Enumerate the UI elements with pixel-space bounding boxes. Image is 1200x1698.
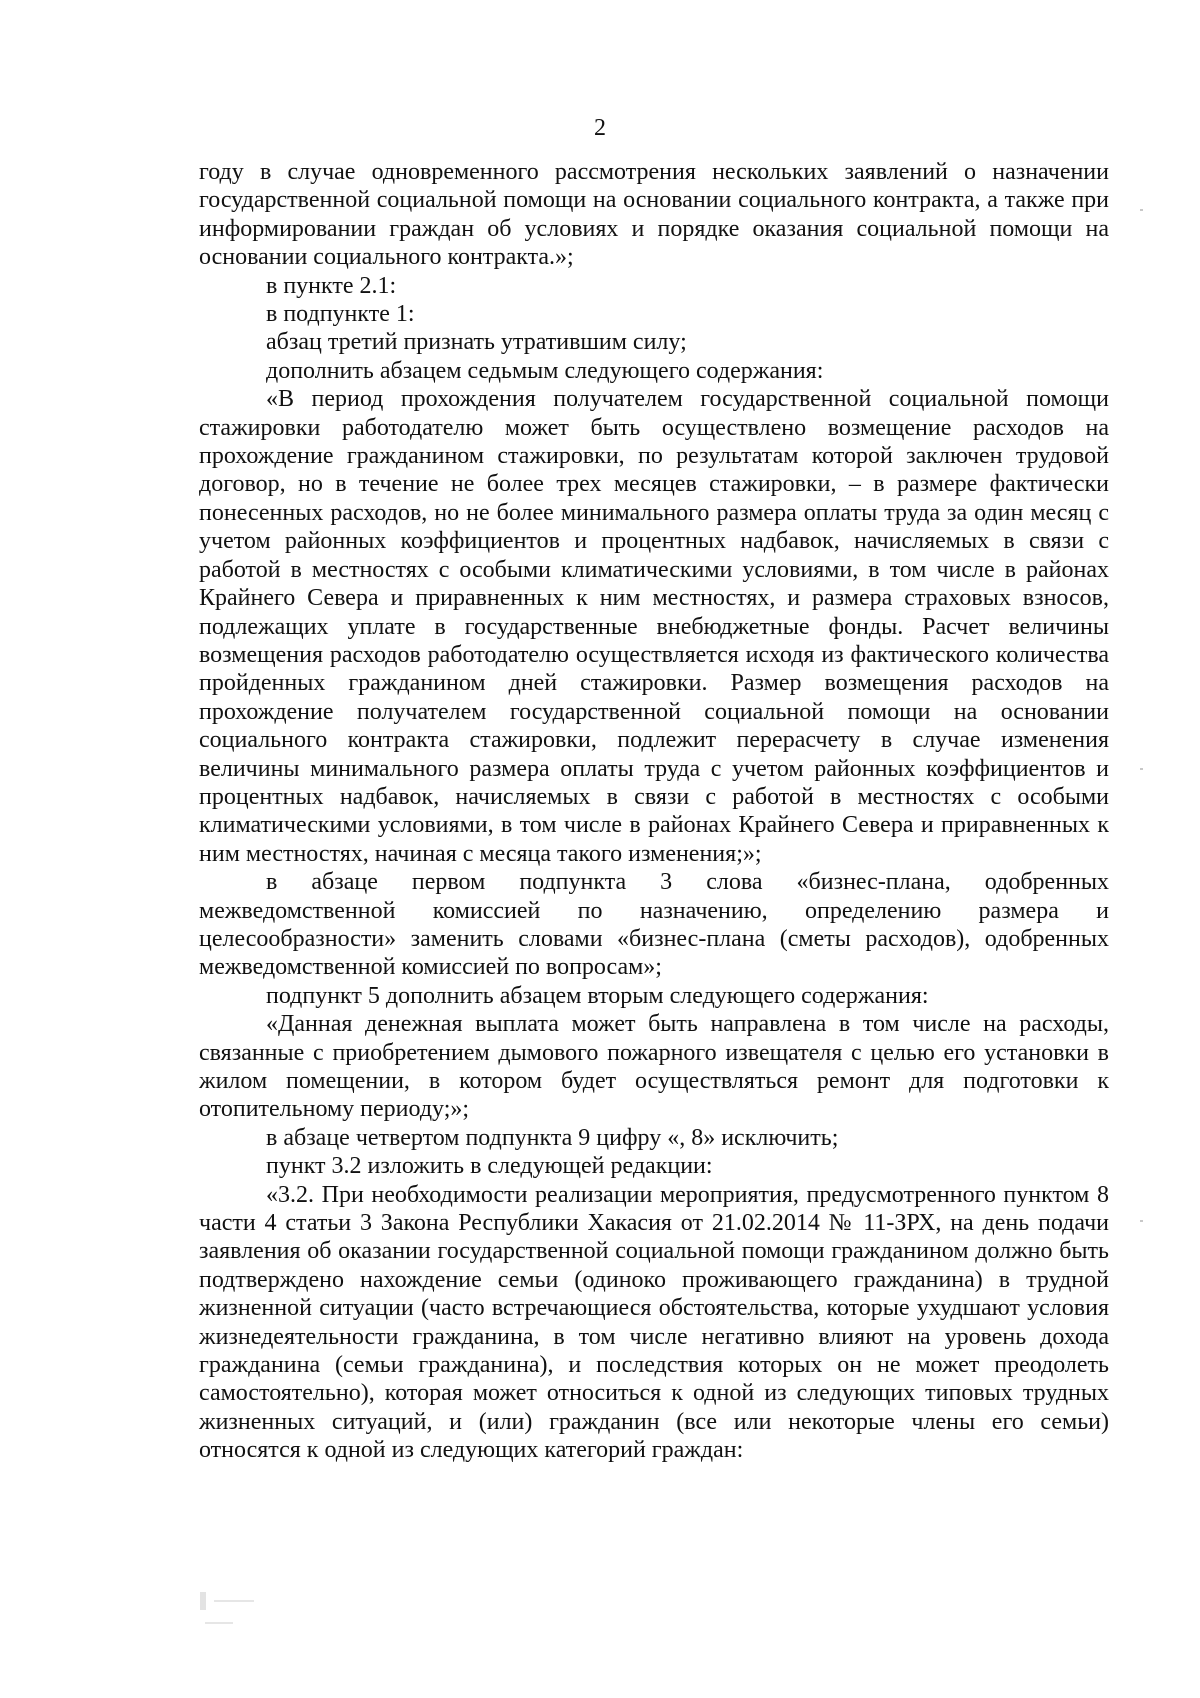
paragraph-2: в пункте 2.1: — [266, 272, 397, 299]
document-body — [199, 158, 1109, 1465]
paragraph-4: абзац третий признать утратившим силу; — [266, 329, 687, 356]
paragraph-5: дополнить абзацем седьмым следующего содержания: — [266, 357, 824, 384]
paragraph-12: «3.2. При необходимости реализации мероприятия, предусмотренного пунктом 8 части 4 статьи 3 Закона Республики Хакасия от 21.02.2014 № 11-ЗРХ, на день подачи заявления об оказании государственной социальной помощи гражданином должно быть подтверждено нахождение семьи (одиноко проживающего гражданина) в трудной жизненной ситуации (часто встречающиеся обстоятельства, которые ухудшают условия жизнедеятельности гражданина, в том числе негативно влияют на уровень дохода гражданина (семьи гражданина), и последствия которых он не может преодолеть самостоятельно), которая может относиться к одной из следующих типовых трудных жизненных ситуаций, и (или) гражданин (все или некоторые члены его семьи) относятся к одной из следующих категорий граждан: — [199, 1181, 1109, 1464]
paragraph-7: в абзаце первом подпункта 3 слова «бизнес-плана, одобренных межведомственной комиссией по назначению, определению размера и целесообразности» заменить словами «бизнес-плана (сметы расходов), одобренных межведомственной комиссией по вопросам»; — [199, 869, 1109, 981]
scan-artifact — [200, 1592, 206, 1610]
paragraph-6: «В период прохождения получателем государственной социальной помощи стажировки работодателю может быть осуществлено возмещение расходов на прохождение гражданином стажировки, по результатам которой заключен трудовой договор, но в течение не более трех месяцев стажировки, – в размере фактически понесенных расходов, но не более минимального размера оплаты труда за один месяц с учетом районных коэффициентов и процентных надбавок, начисляемых в связи с работой в местностях с особыми климатическими условиями, в том числе в районах Крайнего Севера и приравненных к ним местностях, и размера страховых взносов, подлежащих уплате в государственные внебюджетные фонды. Расчет величины возмещения расходов работодателю осуществляется исходя из фактического количества пройденных гражданином дней стажировки. Размер возмещения расходов на прохождение получателем государственной социальной помощи на основании социального контракта стажировки, подлежит перерасчету в случае изменения величины минимального размера оплаты труда с учетом районных коэффициентов и процентных надбавок, начисляемых в связи с работой в местностях с особыми климатическими условиями, в том числе в районах Крайнего Севера и приравненных к ним местностях, начиная с месяца такого изменения;»; — [199, 386, 1109, 867]
paragraph-9: «Данная денежная выплата может быть направлена в том числе на расходы, связанные с приобретением дымового пожарного извещателя с целью его установки в жилом помещении, в котором будет осуществляться ремонт для подготовки к отопительному периоду;»; — [199, 1011, 1109, 1123]
page-number: 2 — [594, 115, 606, 141]
paragraph-1: году в случае одновременного рассмотрения нескольких заявлений о назначении государственной социальной помощи на основании социального контракта, а также при информировании граждан об условиях и порядке оказания социальной помощи на основании социального контракта.»; — [199, 159, 1109, 271]
paragraph-10: в абзаце четвертом подпункта 9 цифру «, 8» исключить; — [266, 1124, 839, 1151]
scan-artifact — [214, 1600, 254, 1602]
paragraph-3: в подпункте 1: — [266, 301, 415, 328]
scan-artifact — [1140, 209, 1143, 211]
paragraph-8: подпункт 5 дополнить абзацем вторым следующего содержания: — [266, 982, 929, 1009]
paragraph-11: пункт 3.2 изложить в следующей редакции: — [266, 1153, 713, 1180]
scan-artifact — [1140, 1220, 1143, 1222]
scan-artifact — [1140, 768, 1143, 770]
scan-artifact — [205, 1622, 233, 1624]
